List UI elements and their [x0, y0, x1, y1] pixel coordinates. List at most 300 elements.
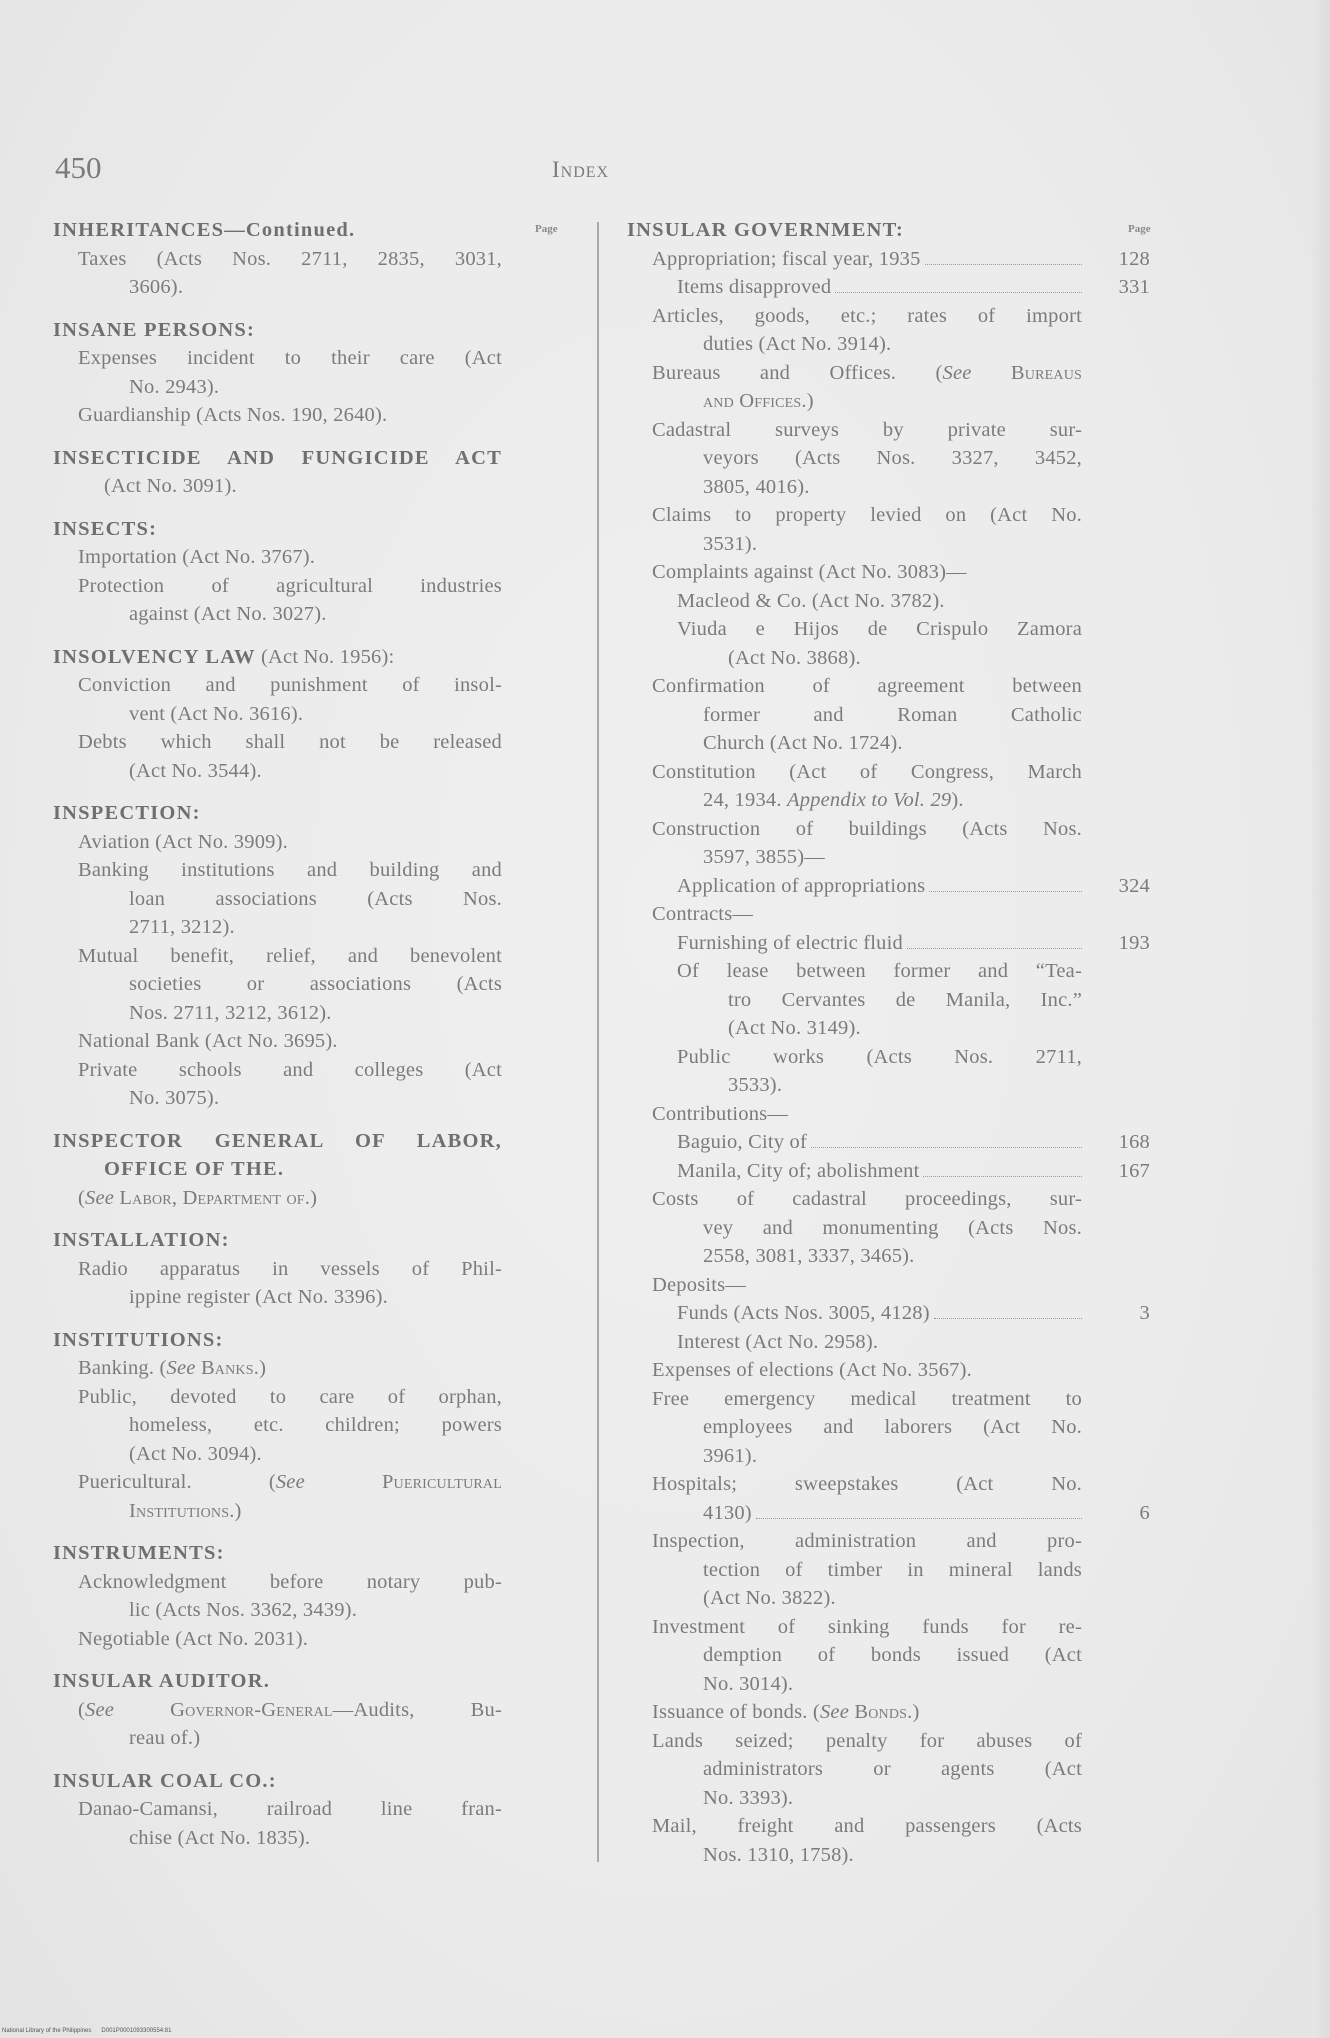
index-line	[53, 444, 502, 473]
index-subentry	[627, 416, 1082, 502]
index-line	[627, 216, 1082, 245]
text-segment: vey and monumenting (Acts Nos.	[703, 1216, 1082, 1239]
small-caps-segment: Institutions.	[129, 1499, 235, 1522]
italic-segment: See	[275, 1471, 305, 1493]
line-text	[652, 1616, 1082, 1638]
line-text	[652, 1274, 746, 1296]
index-line	[627, 302, 1082, 331]
line-text	[53, 1670, 270, 1692]
line-text	[703, 533, 757, 555]
footer	[2, 2028, 171, 2034]
line-text	[728, 989, 1082, 1011]
line-text	[703, 1559, 1082, 1581]
index-line	[627, 558, 1082, 587]
text-segment: Complaints against (Act No. 3083)—	[652, 561, 967, 583]
index-line	[53, 828, 502, 857]
text-segment: Issuance of bonds. (	[652, 1701, 820, 1723]
text-segment: Acknowledgment before notary pub-	[78, 1570, 502, 1593]
line-text	[652, 419, 1082, 441]
line-text	[78, 1386, 502, 1408]
line-text	[703, 1787, 793, 1809]
index-subentry	[627, 815, 1082, 872]
text-segment: )	[310, 1186, 318, 1209]
dot-leader	[929, 890, 1082, 892]
line-text	[78, 546, 315, 568]
line-text	[703, 447, 1082, 469]
text-segment: )	[912, 1701, 920, 1723]
text-segment: chise (Act No. 1835).	[129, 1826, 311, 1849]
index-line	[627, 1157, 1150, 1186]
line-text	[129, 973, 502, 995]
text-segment: Appropriation; fiscal year, 1935	[652, 247, 921, 270]
text-segment: )	[259, 1357, 267, 1379]
index-subentry	[53, 856, 502, 942]
text-segment: Radio apparatus in vessels of Phil-	[78, 1257, 502, 1280]
text-segment: duties (Act No. 3914).	[703, 333, 892, 355]
bold-segment: INSULAR GOVERNMENT:	[627, 219, 904, 241]
text-segment: Banking institutions and building and	[78, 859, 502, 881]
small-caps-segment: Governor-General	[170, 1698, 333, 1721]
small-caps-segment: Banks.	[200, 1357, 260, 1379]
italic-segment: See	[942, 361, 972, 384]
text-segment: Claims to property levied on (Act No.	[652, 504, 1082, 526]
index-line	[53, 1027, 502, 1056]
text-segment: reau of.)	[129, 1727, 201, 1749]
page-reference: 168	[1118, 1131, 1150, 1153]
text-segment: 2558, 3081, 3337, 3465).	[703, 1245, 915, 1267]
footer-source: National Library of the Philippines	[2, 2028, 92, 2034]
line-text	[53, 319, 255, 341]
index-subentry	[627, 1812, 1082, 1869]
text-segment: veyors (Acts Nos. 3327, 3452,	[703, 447, 1082, 469]
index-subentry	[627, 273, 1150, 302]
index-line	[53, 1155, 502, 1184]
line-text	[53, 1130, 502, 1152]
page-reference: 193	[1118, 931, 1150, 954]
text-segment	[114, 1699, 170, 1721]
index-line	[53, 1468, 502, 1497]
text-segment: 3531).	[703, 532, 758, 555]
page-reference: 6	[1139, 1501, 1150, 1524]
index-subentry	[627, 1727, 1082, 1813]
index-line	[53, 1084, 502, 1113]
index-line	[627, 1356, 1082, 1385]
line-text	[129, 1087, 219, 1109]
line-text	[652, 1359, 972, 1381]
index-heading	[53, 444, 502, 501]
index-line	[53, 1696, 502, 1725]
text-segment: Of lease between former and “Tea-	[677, 960, 1082, 982]
text-segment: (Act No. 1956):	[255, 645, 395, 668]
index-line	[627, 758, 1082, 787]
index-line	[53, 1568, 502, 1597]
index-line	[627, 501, 1082, 530]
running-title: Index	[552, 157, 610, 182]
index-line	[53, 1539, 502, 1568]
text-segment: 3533).	[728, 1074, 783, 1096]
bold-segment: INSPECTOR GENERAL OF LABOR,	[53, 1129, 502, 1152]
text-segment: ).	[951, 789, 964, 811]
index-line	[627, 1185, 1082, 1214]
index-subentry	[53, 1056, 502, 1113]
text-segment: Cadastral surveys by private sur-	[652, 418, 1082, 441]
text-segment: Debts which shall not be released	[78, 731, 502, 753]
text-segment: No. 3393).	[703, 1786, 794, 1809]
index-line	[53, 885, 502, 914]
line-text	[129, 888, 502, 910]
line-text	[703, 333, 891, 355]
text-segment: former and Roman Catholic	[703, 703, 1082, 726]
text-segment: Macleod & Co. (Act No. 3782).	[677, 589, 945, 612]
text-segment: Viuda e Hijos de Crispulo Zamora	[677, 618, 1082, 640]
index-subentry	[627, 1613, 1082, 1699]
index-subentry	[53, 344, 502, 401]
index-heading	[53, 515, 502, 544]
line-text	[652, 818, 1082, 840]
index-line	[53, 999, 502, 1028]
index-line	[53, 1056, 502, 1085]
text-segment: 3597, 3855)—	[703, 846, 825, 868]
index-column-left	[53, 216, 502, 1852]
text-segment: Puericultural. (	[78, 1471, 276, 1493]
text-segment: administrators or agents (Act	[703, 1758, 1082, 1780]
bold-segment: INSOLVENCY LAW	[53, 645, 256, 668]
text-segment: (Act No. 3149).	[728, 1017, 861, 1039]
index-line	[53, 757, 502, 786]
index-line	[627, 245, 1150, 274]
index-line	[627, 1385, 1082, 1414]
index-line	[53, 472, 502, 501]
index-line	[53, 1596, 502, 1625]
line-text	[703, 390, 814, 412]
index-line	[627, 1299, 1150, 1328]
text-segment: Contracts—	[652, 903, 754, 925]
bold-segment: INSPECTION:	[53, 802, 201, 824]
text-segment: No. 2943).	[129, 375, 220, 398]
index-line	[627, 1071, 1082, 1100]
index-line	[53, 1283, 502, 1312]
index-line	[627, 1242, 1082, 1271]
line-text	[677, 273, 831, 302]
text-segment: Hospitals; sweepstakes (Act No.	[652, 1473, 1082, 1495]
line-text	[703, 1644, 1082, 1666]
line-text	[677, 1046, 1082, 1068]
small-caps-segment: Bonds.	[854, 1701, 913, 1723]
text-segment: Manila, City of; abolishment	[677, 1159, 920, 1182]
index-line	[53, 1625, 502, 1654]
text-segment: Public, devoted to care of orphan,	[78, 1385, 502, 1408]
index-line	[53, 1497, 502, 1526]
line-text	[652, 1730, 1082, 1752]
line-text	[53, 1770, 277, 1792]
index-line	[53, 1184, 502, 1213]
line-text	[652, 903, 753, 925]
index-line	[53, 1667, 502, 1696]
text-segment: (	[78, 1698, 86, 1721]
index-line	[53, 1411, 502, 1440]
line-text	[652, 245, 921, 274]
index-subentry	[53, 572, 502, 629]
dot-leader	[811, 1146, 1082, 1148]
text-segment: Contributions—	[652, 1102, 789, 1125]
text-segment: employees and laborers (Act No.	[703, 1416, 1082, 1438]
text-segment: 3805, 4016).	[703, 475, 810, 498]
index-line	[627, 1584, 1082, 1613]
text-segment: Construction of buildings (Acts Nos.	[652, 817, 1082, 840]
index-subentry	[627, 615, 1082, 672]
line-text	[129, 276, 183, 298]
line-text	[78, 1699, 502, 1721]
index-subentry	[627, 1356, 1082, 1385]
index-subentry	[53, 245, 502, 302]
line-text	[78, 404, 387, 426]
text-segment: Baguio, City of	[677, 1131, 807, 1153]
index-subentry	[627, 872, 1150, 901]
line-text	[677, 929, 903, 958]
line-text	[652, 1103, 788, 1125]
text-segment: societies or associations (Acts	[129, 973, 502, 995]
line-text	[129, 1414, 502, 1436]
index-line	[627, 872, 1150, 901]
line-text	[53, 219, 355, 241]
line-text	[703, 732, 903, 754]
index-line	[53, 913, 502, 942]
line-text	[652, 1188, 1082, 1210]
index-subentry	[627, 1128, 1150, 1157]
index-subentry	[53, 942, 502, 1028]
line-text	[703, 846, 825, 868]
index-line	[627, 1214, 1082, 1243]
index-subentry	[53, 1696, 502, 1753]
index-line	[627, 644, 1082, 673]
index-heading	[53, 216, 502, 245]
index-line	[53, 1440, 502, 1469]
line-text	[703, 1673, 793, 1695]
index-heading	[53, 643, 502, 672]
index-line	[53, 1795, 502, 1824]
index-line	[627, 1670, 1082, 1699]
text-segment: No. 3075).	[129, 1087, 220, 1109]
line-text	[703, 1416, 1082, 1438]
index-line	[53, 515, 502, 544]
bold-segment: INSECTS:	[53, 517, 158, 540]
index-subentry	[627, 359, 1082, 416]
index-heading	[53, 799, 502, 828]
line-text	[677, 1299, 930, 1328]
line-text	[78, 1571, 502, 1593]
text-segment: Investment of sinking funds for re-	[652, 1615, 1082, 1638]
text-segment: Taxes (Acts Nos. 2711, 2835, 3031,	[78, 247, 502, 270]
line-text	[627, 219, 904, 241]
index-line	[53, 373, 502, 402]
index-line	[627, 729, 1082, 758]
index-heading	[627, 216, 1082, 245]
index-line	[627, 615, 1082, 644]
text-segment: Funds (Acts Nos. 3005, 4128)	[677, 1302, 930, 1324]
index-line	[53, 1824, 502, 1853]
line-text	[78, 1357, 266, 1379]
small-caps-segment: and Offices.	[703, 390, 807, 412]
text-segment: homeless, etc. children; powers	[129, 1414, 502, 1436]
line-text	[652, 1473, 1082, 1495]
line-text	[129, 376, 219, 398]
index-line	[53, 799, 502, 828]
index-line	[627, 957, 1082, 986]
index-heading	[53, 1326, 502, 1355]
line-text	[677, 1331, 878, 1353]
line-text	[129, 760, 262, 782]
bold-segment: INSTALLATION:	[53, 1229, 230, 1251]
bold-segment: OFFICE OF THE.	[104, 1158, 285, 1180]
line-text	[677, 1128, 807, 1157]
index-line	[627, 1755, 1082, 1784]
line-text	[652, 305, 1082, 327]
text-segment: (Act No. 3544).	[129, 759, 262, 782]
bold-segment: INSANE PERSONS:	[53, 318, 255, 341]
line-text	[53, 646, 394, 668]
italic-segment: See	[85, 1186, 115, 1209]
index-line	[53, 1255, 502, 1284]
index-line	[627, 1100, 1082, 1129]
line-text	[728, 647, 861, 669]
text-segment: (Act No. 3091).	[104, 475, 237, 497]
text-segment: demption of bonds issued (Act	[703, 1644, 1082, 1666]
text-segment: Danao-Camansi, railroad line fran-	[78, 1798, 502, 1820]
text-segment: Interest (Act No. 2958).	[677, 1330, 879, 1353]
text-segment: Importation (Act No. 3767).	[78, 546, 316, 568]
index-subentry	[627, 1043, 1082, 1100]
index-line	[627, 701, 1082, 730]
index-subentry	[53, 1383, 502, 1469]
index-line	[53, 728, 502, 757]
index-subentry	[627, 1157, 1150, 1186]
index-subentry	[53, 1795, 502, 1852]
line-text	[78, 945, 502, 967]
line-text	[129, 1827, 310, 1849]
index-line	[627, 387, 1082, 416]
text-segment: ippine register (Act No. 3396).	[129, 1286, 388, 1308]
page-reference: 331	[1118, 276, 1150, 298]
index-line	[627, 530, 1082, 559]
text-segment: Furnishing of electric fluid	[677, 931, 903, 954]
line-text	[677, 590, 945, 612]
text-segment	[305, 1471, 382, 1493]
line-text	[703, 1445, 757, 1467]
line-text	[78, 1471, 502, 1493]
index-line	[53, 1383, 502, 1412]
index-subentry	[627, 929, 1150, 958]
index-line	[53, 572, 502, 601]
line-text	[652, 1701, 920, 1723]
index-line	[627, 1556, 1082, 1585]
text-segment: (Act No. 3094).	[129, 1442, 262, 1465]
line-text	[104, 1158, 284, 1180]
text-segment: against (Act No. 3027).	[129, 603, 327, 625]
index-line	[53, 273, 502, 302]
text-segment: No. 3014).	[703, 1672, 794, 1695]
line-text	[703, 704, 1082, 726]
text-segment: lic (Acts Nos. 3362, 3439).	[129, 1599, 358, 1621]
index-subentry	[53, 1468, 502, 1525]
index-line	[627, 1128, 1150, 1157]
text-segment: 24, 1934.	[703, 789, 787, 811]
index-line	[53, 316, 502, 345]
line-text	[677, 1157, 919, 1186]
index-line	[627, 416, 1082, 445]
line-text	[129, 916, 235, 938]
index-line	[627, 1812, 1082, 1841]
text-segment: Nos. 1310, 1758).	[703, 1843, 854, 1866]
index-line	[627, 1328, 1082, 1357]
index-subentry	[53, 728, 502, 785]
text-segment: tection of timber in mineral lands	[703, 1558, 1082, 1581]
line-text	[78, 859, 502, 881]
index-subentry	[53, 543, 502, 572]
text-segment: Costs of cadastral proceedings, sur-	[652, 1188, 1082, 1210]
line-text	[53, 802, 201, 824]
text-segment: 3961).	[703, 1444, 758, 1467]
bold-segment: INHERITANCES—Continued.	[53, 219, 356, 241]
index-line	[627, 1641, 1082, 1670]
index-line	[627, 786, 1082, 815]
text-segment: Application of appropriations	[677, 874, 926, 897]
index-line	[627, 843, 1082, 872]
index-line	[627, 986, 1082, 1015]
page-reference: 324	[1118, 874, 1150, 897]
index-subentry	[627, 758, 1082, 815]
index-line	[627, 1841, 1082, 1870]
text-segment: Conviction and punishment of insol-	[78, 674, 502, 696]
index-line	[53, 1767, 502, 1796]
text-segment: (	[78, 1186, 86, 1209]
index-line	[53, 1326, 502, 1355]
text-segment: Guardianship (Acts Nos. 190, 2640).	[78, 404, 388, 426]
line-text	[703, 1758, 1082, 1780]
index-line	[627, 1613, 1082, 1642]
text-segment: Constitution (Act of Congress, March	[652, 760, 1082, 783]
index-line	[53, 1354, 502, 1383]
text-segment: (Act No. 3822).	[703, 1587, 836, 1609]
index-line	[53, 216, 502, 245]
index-heading	[53, 1127, 502, 1184]
index-line	[627, 1470, 1082, 1499]
text-segment: Banking. (	[78, 1357, 167, 1379]
line-text	[53, 447, 502, 469]
line-text	[78, 575, 502, 597]
italic-segment: See	[85, 1698, 115, 1721]
index-subentry	[627, 1271, 1082, 1300]
line-text	[652, 675, 1082, 697]
index-subentry	[627, 900, 1082, 929]
index-heading	[53, 1226, 502, 1255]
index-heading	[53, 1767, 502, 1796]
line-text	[129, 1500, 242, 1522]
line-text	[703, 789, 964, 811]
index-subentry	[53, 1255, 502, 1312]
index-line	[627, 672, 1082, 701]
bold-segment: INSECTICIDE AND FUNGICIDE ACT	[53, 446, 502, 469]
line-text	[652, 1388, 1082, 1410]
index-subentry	[53, 1184, 502, 1213]
text-segment: )	[806, 390, 814, 412]
index-line	[53, 856, 502, 885]
line-text	[78, 1059, 502, 1081]
text-segment: Expenses of elections (Act No. 3567).	[652, 1359, 972, 1381]
index-line	[627, 1014, 1082, 1043]
index-line	[627, 1499, 1150, 1528]
index-subentry	[627, 1328, 1082, 1357]
line-text	[53, 518, 157, 540]
